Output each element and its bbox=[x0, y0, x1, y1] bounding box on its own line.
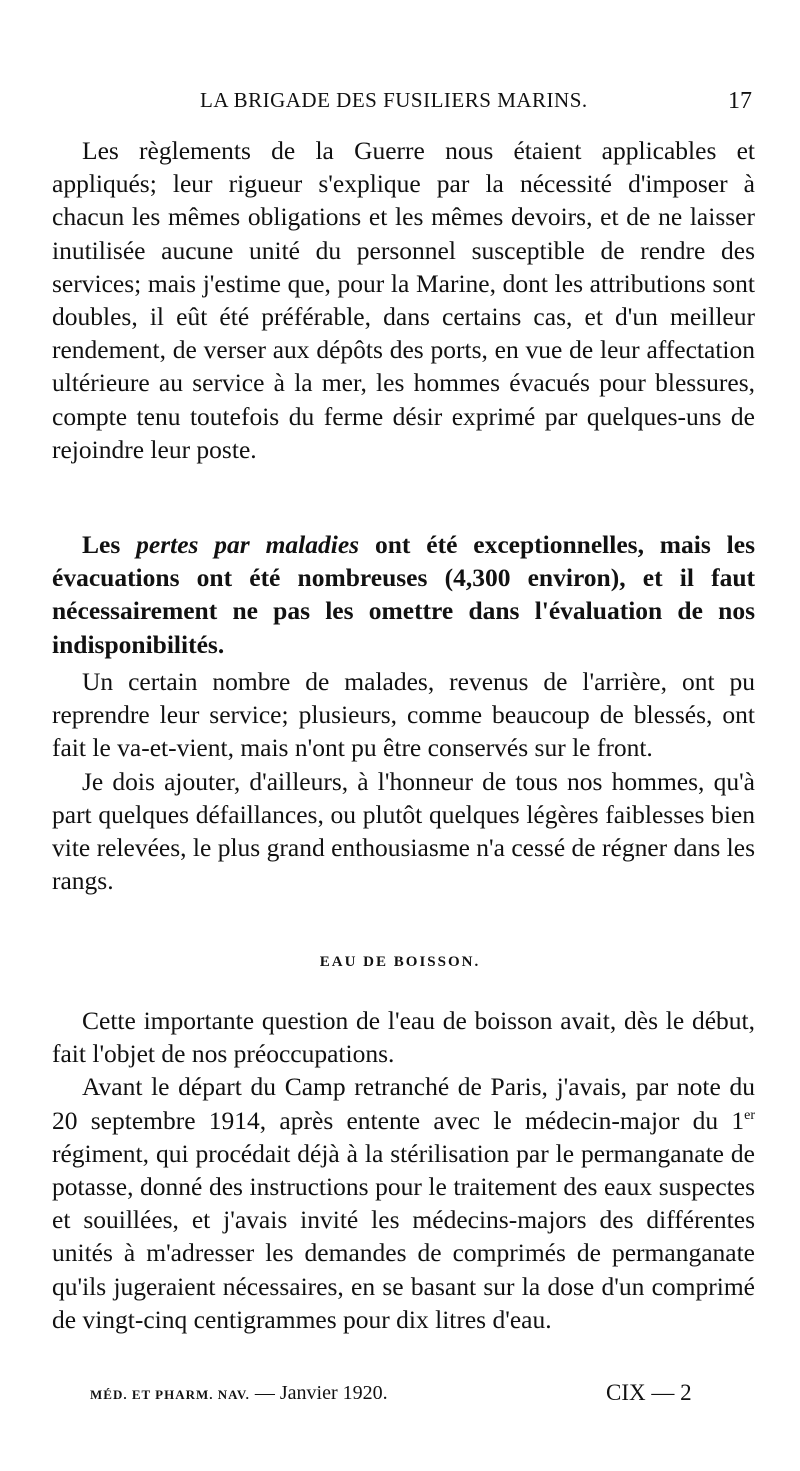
footer-dash: — bbox=[249, 1382, 280, 1404]
text-block-illness bbox=[52, 528, 755, 661]
text-block-casualties bbox=[52, 134, 755, 466]
text-block-water bbox=[52, 1004, 755, 1336]
permanganate-part2: régiment, qui procédait déjà à la stérilisation par le permanganate de potasse, donné des instructions pour le traitement des eaux suspectes et souillées, et j'avais invité les médecins-majors des différentes unités à m'adresser les demandes de comprimés de permanganate qu'ils jugeraient nécessaires, en se basant sur la dose d'un comprimé de vingt-cinq centigrammes pour dix litres d'eau. bbox=[52, 1138, 755, 1334]
illness-emphasis: pertes par maladies bbox=[136, 530, 360, 559]
paragraph-permanganate bbox=[52, 1070, 755, 1336]
paragraph-water-question: Cette importante question de l'eau de boisson avait, dès le début, fait l'objet de nos préoccupations. bbox=[52, 1006, 755, 1069]
page-number: 17 bbox=[728, 88, 752, 114]
paragraph-regulations: Les règlements de la Guerre nous étaient applicables et appliqués; leur rigueur s'explique par la nécessité d'imposer à chacun les mêmes obligations et les mêmes devoirs, et de ne laisser inutilisée aucune unité du personnel susceptible de rendre des services; mais j'estime que, pour la Marine, dont les attributions sont doubles, il eût été préférable, dans certains cas, et d'un meilleur rendement, de verser aux dépôts des ports, en vue de leur affectation ultérieure au service à la mer, les hommes évacués pour blessures, compte tenu toutefois du ferme désir exprimé par quelques-uns de rejoindre leur poste. bbox=[52, 136, 755, 464]
ordinal-superscript: er bbox=[744, 1107, 755, 1123]
illness-lead: Les bbox=[82, 530, 137, 559]
journal-name: MÉD. ET PHARM. NAV. bbox=[90, 1387, 250, 1402]
page-footer bbox=[0, 1378, 800, 1412]
issue-date: Janvier 1920. bbox=[279, 1382, 388, 1404]
paragraph-illness-losses bbox=[52, 528, 755, 661]
permanganate-part1: Avant le départ du Camp retranché de Paris, j'avais, par note du 20 septembre 1914, après entente avec le médecin-major du 1 bbox=[52, 1072, 755, 1135]
running-title: LA BRIGADE DES FUSILIERS MARINS. bbox=[200, 88, 588, 112]
footer-citation bbox=[90, 1382, 388, 1405]
section-heading: EAU DE BOISSON. bbox=[319, 954, 481, 970]
page-header bbox=[0, 82, 800, 122]
paragraph-returning-patients: Un certain nombre de malades, revenus de l'arrière, ont pu reprendre leur service; plusieurs, comme beaucoup de blessés, ont fait le va-et-vient, mais n'ont pu être conservés sur le front. bbox=[52, 667, 755, 763]
sheet-signature: CIX — 2 bbox=[606, 1380, 692, 1405]
text-block-morale bbox=[52, 665, 755, 897]
paragraph-enthusiasm: Je dois ajouter, d'ailleurs, à l'honneur de tous nos hommes, qu'à part quelques défaillances, ou plutôt quelques légères faiblesses bien vite relevées, le plus grand enthousiasme n'a cessé de régner dans les rangs. bbox=[52, 766, 755, 896]
illness-rest: ont été exceptionnelles, mais les évacuations ont été nombreuses (4,300 environ), et il faut nécessairement ne pas les omettre dans l'évaluation de nos indisponibilités. bbox=[52, 530, 756, 659]
